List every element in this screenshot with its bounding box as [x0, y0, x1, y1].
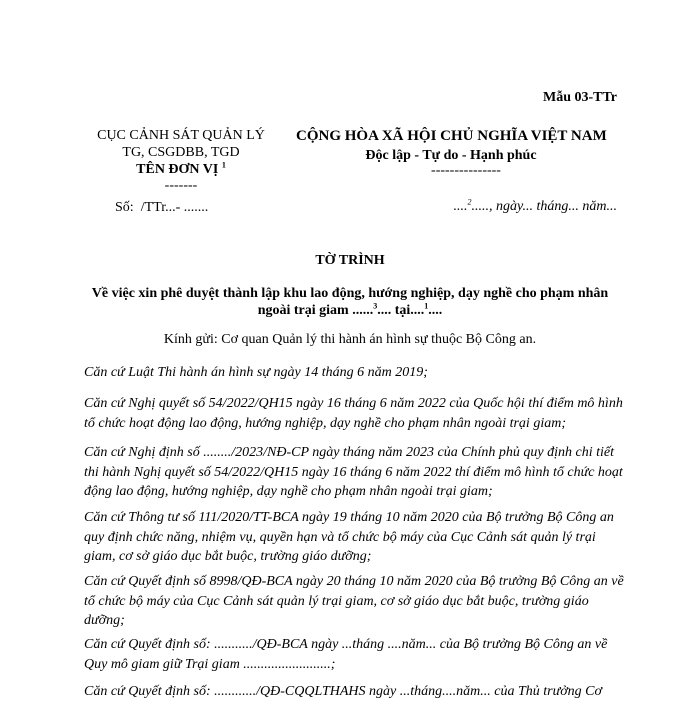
place-date: ....$^2$....., ngày... tháng... năm...: [453, 197, 617, 214]
footnote-ref-2: 2: [467, 197, 472, 207]
basis-paragraph: Căn cứ Thông tư số 111/2020/TT-BCA ngày 19 tháng 10 năm 2020 của Bộ trưởng Bộ Công an quy định chức năng, nhiệm vụ, quyền hạn và tổ chức bộ máy của Cục Cảnh sát quản lý trại giam, cơ sở giáo dục bắt buộc, trường giáo dưỡng;: [84, 510, 614, 564]
document-title: TỜ TRÌNH: [315, 253, 385, 268]
basis-paragraph: Căn cứ Quyết định số: .........../QĐ-BCA ngày ...tháng ....năm... của Bộ trưởng Bộ Công an về Quy mô giam giữ Trại giam .........................;: [84, 637, 608, 672]
unit-name: TÊN ĐƠN VỊ $^1$: [136, 160, 226, 177]
number-value: /TTr...- .......: [140, 200, 209, 215]
basis-paragraph: Căn cứ Quyết định số 8998/QĐ-BCA ngày 20 tháng 10 năm 2020 của Bộ trưởng Bộ Công an về tổ chức bộ máy của Cục Cảnh sát quản lý trại giam, cơ sở giáo dục bắt buộc, trường giáo dưỡng;: [84, 574, 624, 628]
agency-dashes: -------: [164, 178, 198, 193]
footnote-ref-1: 1: [221, 160, 226, 170]
national-motto: Độc lập - Tự do - Hạnh phúc: [365, 148, 537, 163]
form-code: Mẫu 03-TTr: [542, 90, 617, 105]
nation-name: CỘNG HÒA XÃ HỘI CHỦ NGHĨA VIỆT NAM: [296, 128, 607, 144]
recipient-line: Kính gửi: Cơ quan Quản lý thi hành án hình sự thuộc Bộ Công an.: [163, 332, 537, 347]
subject-line-2: ngoài trại giam ......$^3$.... tại....$^1$....: [257, 301, 443, 318]
basis-paragraph: Căn cứ Nghị quyết số 54/2022/QH15 ngày 16 tháng 6 năm 2022 của Quốc hội thí điểm mô hình tổ chức hoạt động lao động, hướng nghiệp, dạy nghề cho phạm nhân ngoài trại giam;: [84, 396, 623, 431]
document-subject: [0, 285, 700, 319]
document-number: [115, 200, 208, 216]
agency-line-2: TG, CSGDBB, TGD: [122, 145, 240, 160]
national-header: [296, 127, 606, 177]
number-label: Số:: [115, 200, 134, 215]
agency-header: [76, 127, 286, 194]
subject-line-1: Về việc xin phê duyệt thành lập khu lao động, hướng nghiệp, dạy nghề cho phạm nhân: [91, 286, 609, 301]
agency-line-1: CỤC CẢNH SÁT QUẢN LÝ: [97, 128, 265, 143]
footnote-ref-1b: 1: [424, 301, 429, 311]
basis-paragraph: Căn cứ Luật Thi hành án hình sự ngày 14 tháng 6 năm 2019;: [84, 365, 428, 380]
footnote-ref-3: 3: [373, 301, 378, 311]
basis-paragraph: Căn cứ Quyết định số: ............/QĐ-CQQLTHAHS ngày ...tháng....năm... của Thủ trưởng Cơ: [84, 684, 602, 699]
motto-dashes: ---------------: [431, 163, 501, 178]
basis-paragraph: Căn cứ Nghị định số ......../2023/NĐ-CP ngày tháng năm 2023 của Chính phủ quy định chi tiết thi hành Nghị quyết số 54/2022/QH15 ngày 16 tháng 6 năm 2022 thí điểm mô hình tổ chức hoạt động lao động, hướng nghiệp, dạy nghề cho phạm nhân ngoài trại giam;: [84, 445, 623, 499]
